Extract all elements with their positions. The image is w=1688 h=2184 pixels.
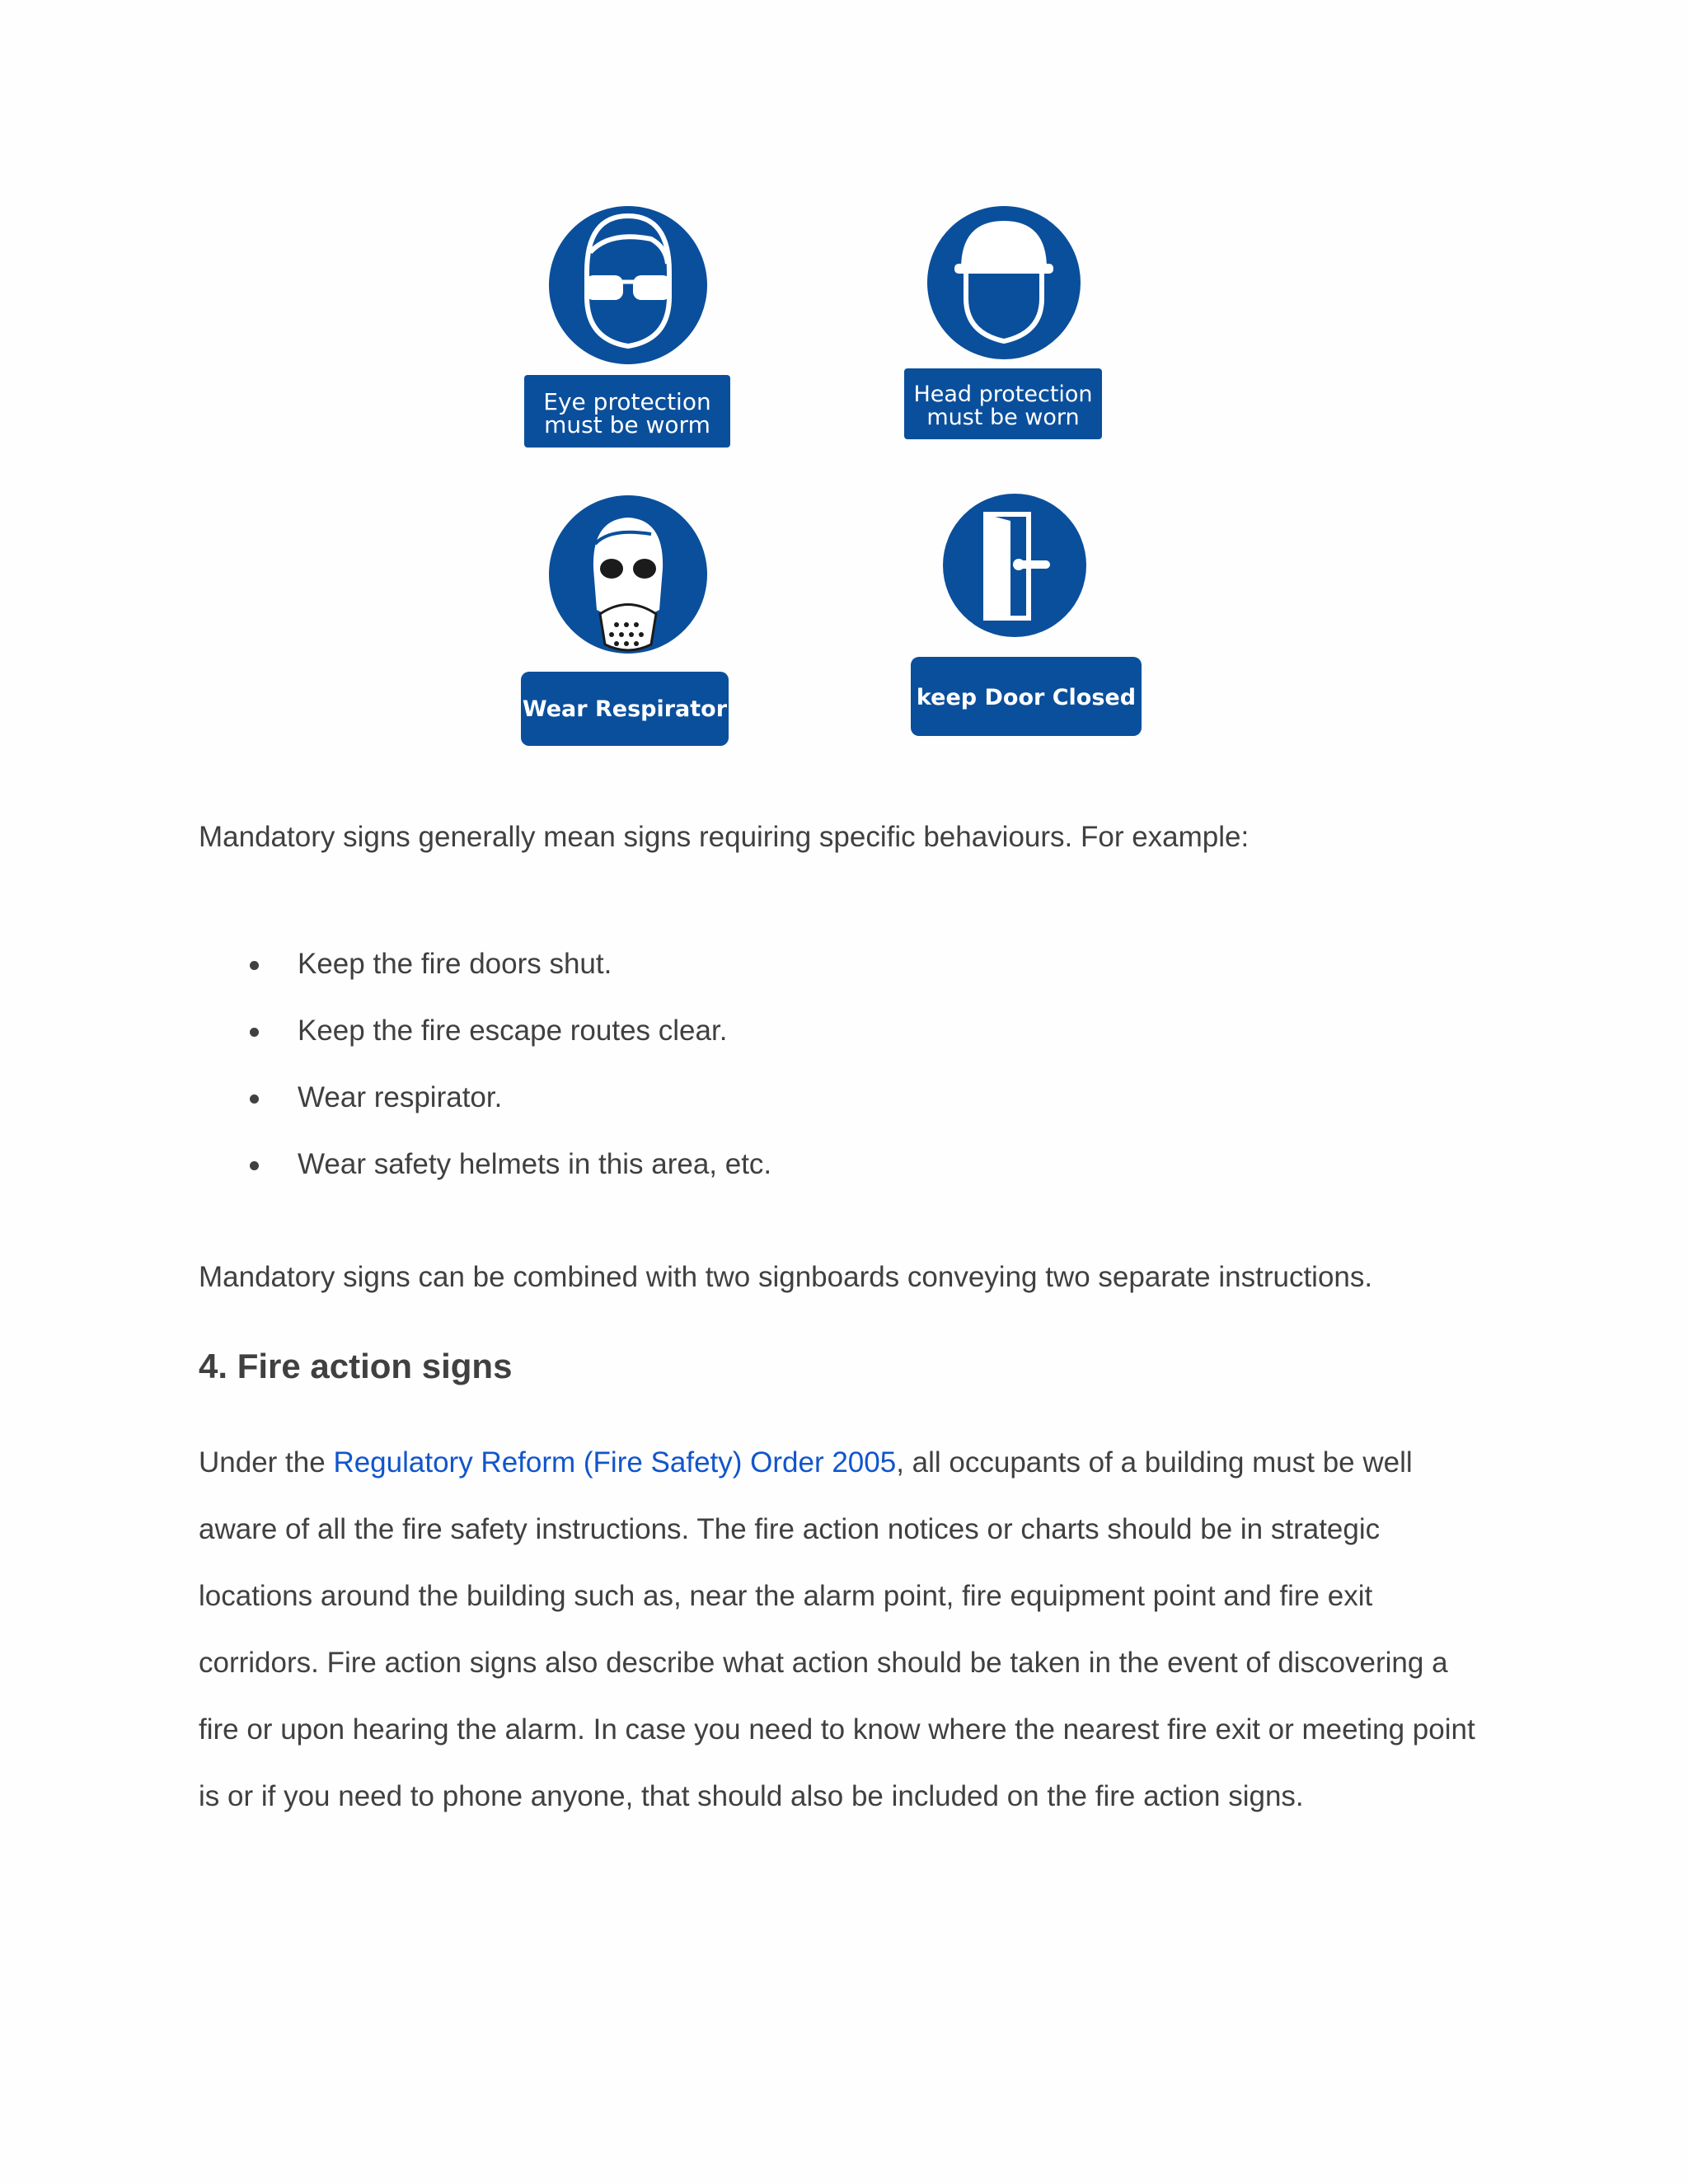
list-item-text: Keep the fire escape routes clear. — [298, 1015, 728, 1047]
section-heading: 4. Fire action signs — [199, 1347, 513, 1385]
list-item — [199, 948, 771, 1015]
sign-label-line: keep Door Closed — [916, 685, 1137, 710]
eye-protection-sign — [524, 206, 730, 448]
regulatory-reform-link[interactable]: Regulatory Reform (Fire Safety) Order 2005 — [333, 1446, 897, 1479]
eye-protection-icon — [549, 206, 707, 364]
list-item-text: Wear safety helmets in this area, etc. — [298, 1148, 772, 1180]
respirator-sign — [521, 495, 729, 746]
list-item — [199, 1081, 771, 1148]
combined-signs-paragraph: Mandatory signs can be combined with two signboards conveying two separate instructions. — [199, 1261, 1373, 1293]
sign-label-line: must be worm — [544, 411, 710, 438]
mandatory-signs-figure — [0, 0, 1688, 775]
paragraph-prefix: Under the — [199, 1446, 334, 1479]
paragraph-line: is or if you need to phone anyone, that should also be included on the fire action signs. — [199, 1780, 1304, 1812]
sign-label-line: must be worn — [926, 405, 1080, 430]
list-item-text: Wear respirator. — [298, 1081, 503, 1113]
sign-label-line: Wear Respirator — [522, 696, 728, 722]
respirator-icon — [549, 495, 707, 654]
paragraph-line: aware of all the fire safety instructions. The fire action notices or charts should be in strategic — [199, 1513, 1381, 1545]
sign-label-line: Head protection — [913, 382, 1093, 407]
bullet-icon — [250, 1028, 259, 1037]
sign-label-line: Eye protection — [543, 388, 711, 415]
door-closed-sign — [911, 494, 1142, 736]
bullet-icon — [250, 961, 259, 970]
paragraph-line: locations around the building such as, near the alarm point, fire equipment point and fire exit — [199, 1580, 1373, 1612]
list-item — [199, 1015, 771, 1081]
bullet-list — [199, 948, 771, 1215]
head-protection-sign — [904, 206, 1102, 439]
bullet-icon — [250, 1161, 259, 1170]
intro-paragraph: Mandatory signs generally mean signs requiring specific behaviours. For example: — [199, 821, 1250, 853]
bullet-icon — [250, 1094, 259, 1104]
list-item-text: Keep the fire doors shut. — [298, 948, 612, 980]
paragraph-line — [199, 1429, 1517, 1496]
paragraph-line-rest: , all occupants of a building must be well — [896, 1446, 1413, 1479]
paragraph-line: fire or upon hearing the alarm. In case you need to know where the nearest fire exit or meeting point — [199, 1713, 1475, 1746]
paragraph-line: corridors. Fire action signs also describe what action should be taken in the event of discovering a — [199, 1647, 1448, 1679]
list-item — [199, 1148, 771, 1215]
door-closed-icon — [943, 494, 1086, 637]
head-protection-icon — [927, 206, 1081, 359]
fire-action-paragraph — [199, 1429, 1517, 1830]
